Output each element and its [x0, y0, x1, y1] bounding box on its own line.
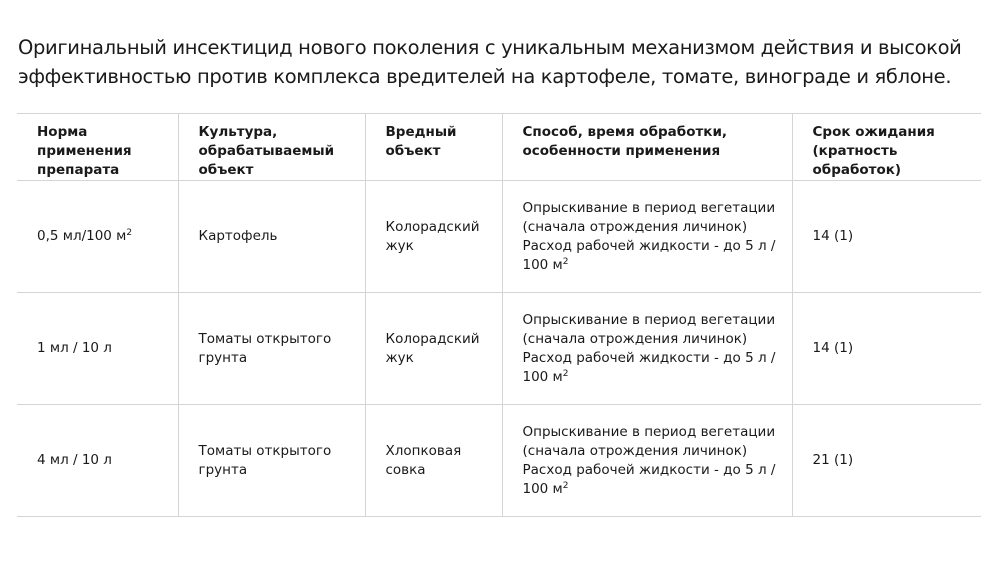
norm-superscript: 2 — [126, 228, 133, 238]
consumption-text: Расход рабочей жидкости - до 5 л / 100 м — [522, 349, 776, 385]
cell-method — [502, 405, 792, 517]
method-description: Опрыскивание в период вегетации (сначала отрождения личинок) — [522, 199, 776, 235]
consumption-superscript: 2 — [562, 256, 569, 267]
table-row — [17, 181, 981, 293]
method-consumption — [523, 349, 782, 387]
intro-text: Оригинальный инсектицид нового поколения с уникальным механизмом действия и высокой эффективностью против комплекса вредителей на картофеле, томате, винограде и яблоне. — [18, 36, 962, 88]
method-description: Опрыскивание в период вегетации (сначала отрождения личинок) — [522, 311, 776, 347]
header-norm: Норма применения препарата — [17, 114, 178, 181]
table-header — [17, 114, 981, 181]
cell-norm — [17, 405, 178, 517]
consumption-text: Расход рабочей жидкости - до 5 л / 100 м — [522, 461, 776, 497]
cell-waiting: 14 (1) — [792, 293, 981, 405]
norm-value: 1 мл / 10 л — [37, 340, 112, 356]
header-row — [17, 114, 981, 181]
cell-crop: Томаты открытого грунта — [178, 405, 365, 517]
cell-norm — [17, 293, 178, 405]
method-description: Опрыскивание в период вегетации (сначала отрождения личинок) — [522, 423, 776, 459]
header-pest: Вредный объект — [365, 114, 502, 181]
cell-crop: Томаты открытого грунта — [178, 293, 365, 405]
application-table — [17, 113, 981, 517]
consumption-superscript: 2 — [562, 368, 569, 379]
header-waiting: Срок ожидания (кратность обработок) — [792, 114, 981, 181]
method-consumption — [523, 237, 782, 275]
cell-pest: Колорадский жук — [365, 181, 502, 293]
consumption-superscript: 2 — [562, 480, 569, 491]
table-body — [17, 181, 981, 517]
header-crop: Культура, обрабатываемый объект — [178, 114, 365, 181]
cell-waiting: 21 (1) — [792, 405, 981, 517]
cell-pest: Колорадский жук — [365, 293, 502, 405]
cell-method — [502, 293, 792, 405]
header-method: Способ, время обработки, особенности применения — [502, 114, 792, 181]
table-row — [17, 293, 981, 405]
consumption-text: Расход рабочей жидкости - до 5 л / 100 м — [522, 237, 776, 273]
method-consumption — [523, 461, 782, 499]
table-row — [17, 405, 981, 517]
cell-method — [502, 181, 792, 293]
cell-norm — [17, 181, 178, 293]
norm-value: 4 мл / 10 л — [37, 452, 112, 468]
norm-value: 0,5 мл/100 м — [37, 228, 127, 244]
cell-waiting: 14 (1) — [792, 181, 981, 293]
cell-crop: Картофель — [178, 181, 365, 293]
cell-pest: Хлопковая совка — [365, 405, 502, 517]
